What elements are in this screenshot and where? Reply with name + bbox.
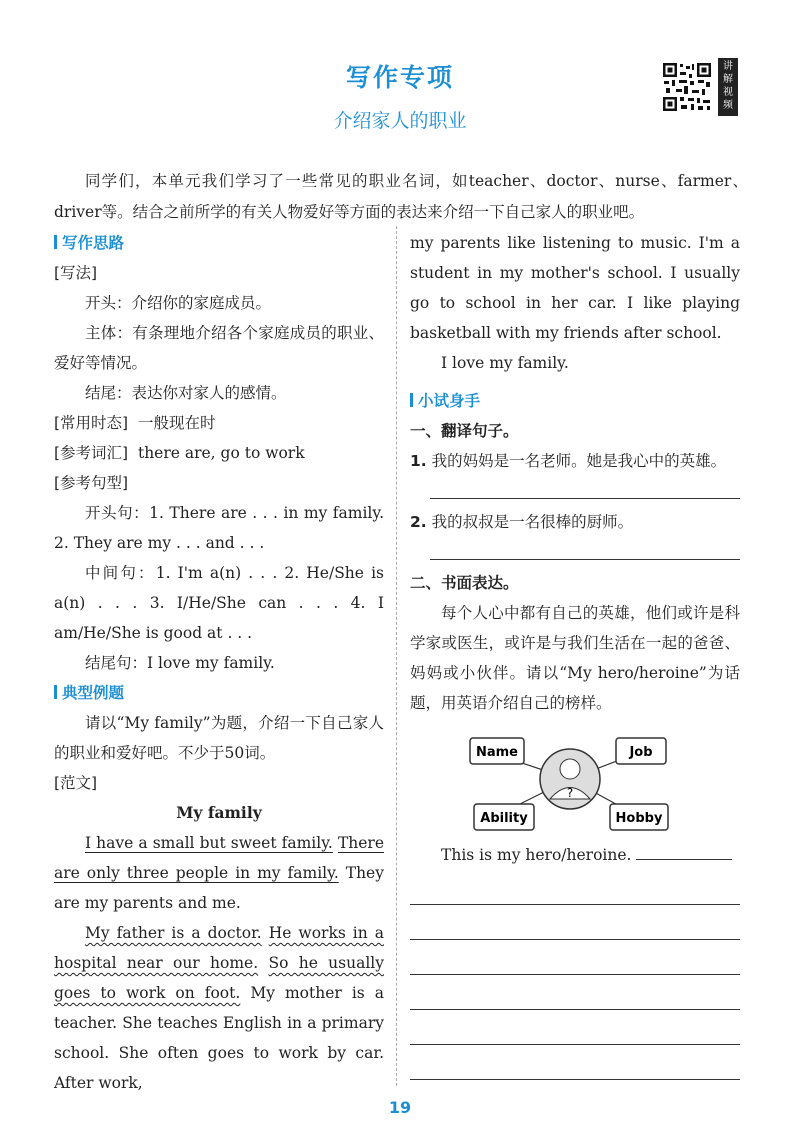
svg-text:Hobby: Hobby <box>615 811 663 826</box>
writing-line[interactable] <box>410 975 740 1010</box>
essay-continuation: my parents like listening to music. I'm a student in my mother's school. I usually go to school in her car. I like playing basketball with my friends after school. <box>410 234 740 342</box>
page-number: 19 <box>388 1098 412 1117</box>
part-1-heading: 一、翻译句子。 <box>410 422 519 440</box>
essay-title: My family <box>176 803 262 822</box>
method-line: 结尾：表达你对家人的感情。 <box>85 384 287 402</box>
writing-line[interactable] <box>410 1010 740 1045</box>
sample-tag: [范文] <box>54 774 98 792</box>
method-tag: [写法] <box>54 264 98 282</box>
middle-sentences: 中间句：1. I'm a(n) . . . 2. He/She is a(n) . . . 3. I/He/She can . . . 4. I am/He/She is good at . . . <box>54 564 384 642</box>
starter-blank[interactable] <box>636 859 732 860</box>
tense-row: [常用时态] 一般现在时 <box>54 414 216 432</box>
section-heading-typical-example: 典型例题 <box>54 678 384 708</box>
qr-code-icon[interactable] <box>662 62 712 112</box>
ending-sentence: 结尾句：I love my family. <box>85 654 275 672</box>
svg-text:Name: Name <box>475 745 519 760</box>
method-line: 开头：介绍你的家庭成员。 <box>85 294 272 312</box>
intro-paragraph: 同学们，本单元我们学习了一些常见的职业名词，如teacher、doctor、nurse、farmer、driver等。结合之前所学的有关人物爱好等方面的表达来介绍一下自己家人的职业吧。 <box>54 172 748 221</box>
part-2-heading: 二、书面表达。 <box>410 574 519 592</box>
right-column <box>410 228 740 1080</box>
method-line: 主体：有条理地介绍各个家庭成员的职业、爱好等情况。 <box>54 324 384 372</box>
section-heading-practice: 小试身手 <box>410 386 740 416</box>
writing-line[interactable] <box>410 1045 740 1080</box>
answer-line-1[interactable] <box>430 476 740 499</box>
opening-sentences: 开头句：1. There are . . . in my family. 2. They are my . . . and . . . <box>54 504 384 552</box>
sentence-pattern-tag: [参考句型] <box>54 474 129 492</box>
writing-starter: This is my hero/heroine. <box>410 840 740 870</box>
page-subtitle: 介绍家人的职业 <box>333 110 467 132</box>
writing-line[interactable] <box>410 870 740 905</box>
center-question-mark: ? <box>566 786 574 800</box>
writing-line[interactable] <box>410 905 740 940</box>
video-explanation-label[interactable]: 讲 解 视 频 <box>718 58 738 116</box>
page-title: 写作专项 <box>345 63 454 92</box>
essay-paragraph-2: My father is a doctor. He works in a hospital near our home. So he usually goes to work on foot. My mother is a teacher. She teaches English in a primary school. She often goes to work by car. After work, <box>54 924 384 1092</box>
essay-paragraph-1: I have a small but sweet family. There are only three people in my family. They are my parents and me. <box>54 834 385 912</box>
vocab-row: [参考词汇] there are, go to work <box>54 444 305 462</box>
writing-task: 每个人心中都有自己的英雄，他们或许是科学家或医生，或许是与我们生活在一起的爸爸、妈妈或小伙伴。请以“My hero/heroine”为话题，用英语介绍自己的榜样。 <box>410 604 740 712</box>
left-column <box>54 228 384 1098</box>
answer-line-2[interactable] <box>430 537 740 560</box>
question-1: 1. 我的妈妈是一名老师。她是我心中的英雄。 <box>410 452 727 470</box>
essay-closing: I love my family. <box>441 354 569 372</box>
column-divider <box>396 226 397 1086</box>
mind-map-diagram <box>410 724 740 834</box>
svg-text:Job: Job <box>629 745 653 760</box>
section-heading-writing-ideas: 写作思路 <box>54 228 384 258</box>
writing-line[interactable] <box>410 940 740 975</box>
question-2: 2. 我的叔叔是一名很棒的厨师。 <box>410 513 634 531</box>
example-prompt: 请以“My family”为题，介绍一下自己家人的职业和爱好吧。不少于50词。 <box>54 714 384 762</box>
svg-text:Ability: Ability <box>480 811 528 826</box>
